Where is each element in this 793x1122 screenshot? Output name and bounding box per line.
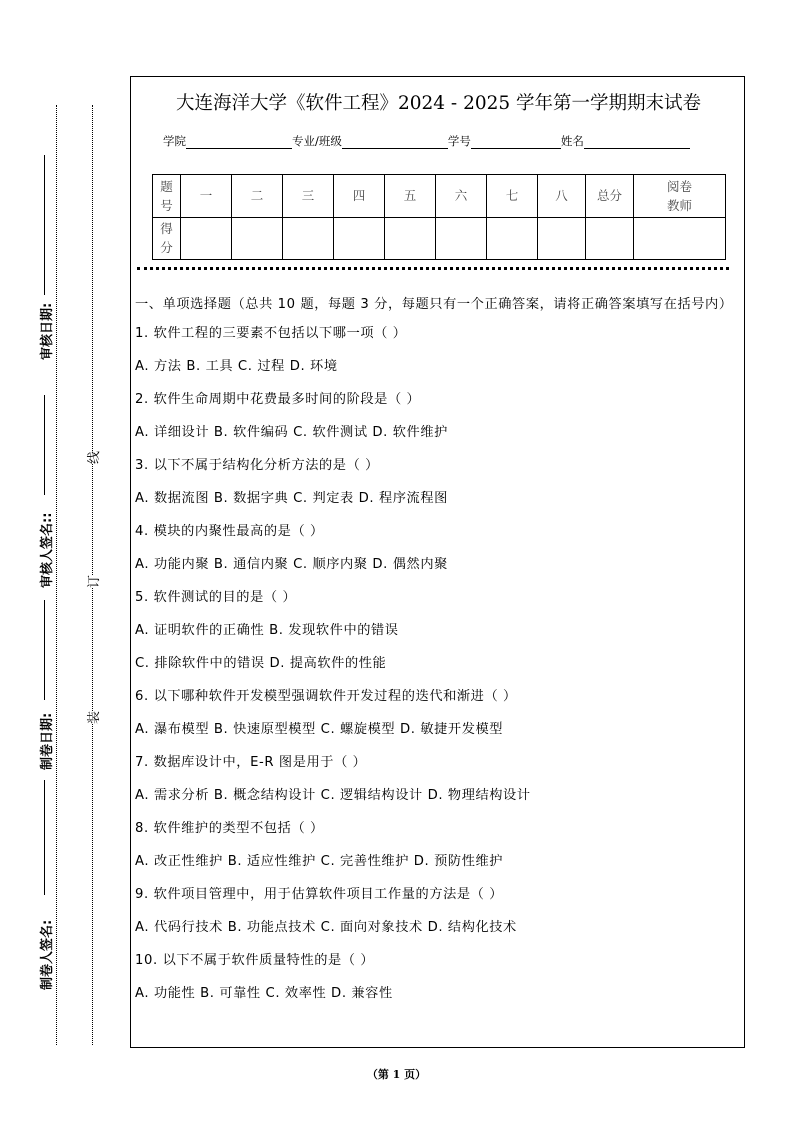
section-title: 一、单项选择题（总共 10 题，每题 3 分，每题只有一个正确答案，请将正确答案填写在括号内） [135, 297, 733, 312]
score-input-q1[interactable] [181, 217, 232, 260]
score-input-q7[interactable] [487, 217, 538, 260]
score-input-q2[interactable] [232, 217, 283, 260]
student-id-label: 学号 [447, 134, 471, 148]
question-4: 4. 模块的内聚性最高的是（ ） [135, 524, 324, 539]
question-3-options: A. 数据流图 B. 数据字典 C. 判定表 D. 程序流程图 [135, 491, 448, 506]
question-section [135, 294, 735, 1018]
score-input-q4[interactable] [334, 217, 385, 260]
name-field[interactable] [584, 135, 690, 149]
question-4-options: A. 功能内聚 B. 通信内聚 C. 顺序内聚 D. 偶然内聚 [135, 557, 448, 572]
paper-date-label: 制卷日期: [40, 712, 55, 770]
score-row-label: 得 分 [153, 217, 181, 260]
score-cell-q3: 三 [283, 175, 334, 218]
score-cell-label: 题 号 [153, 175, 181, 218]
binding-char-xian: 线 [83, 451, 102, 464]
name-label: 姓名 [560, 134, 584, 148]
question-8-options: A. 改正性维护 B. 适应性维护 C. 完善性维护 D. 预防性维护 [135, 854, 504, 869]
score-input-q8[interactable] [538, 217, 586, 260]
score-input-grader[interactable] [634, 217, 726, 260]
major-class-label: 专业/班级 [292, 134, 342, 148]
question-5: 5. 软件测试的目的是（ ） [135, 590, 297, 605]
binding-char-ding: 订 [83, 575, 102, 588]
score-input-total[interactable] [586, 217, 634, 260]
question-2: 2. 软件生命周期中花费最多时间的阶段是（ ） [135, 392, 421, 407]
student-info-row [163, 133, 690, 149]
question-10: 10. 以下不属于软件质量特性的是（ ） [135, 953, 375, 968]
question-3: 3. 以下不属于结构化分析方法的是（ ） [135, 458, 379, 473]
score-cell-q2: 二 [232, 175, 283, 218]
question-9-options: A. 代码行技术 B. 功能点技术 C. 面向对象技术 D. 结构化技术 [135, 920, 517, 935]
question-5-options: A. 证明软件的正确性 B. 发现软件中的错误 [135, 623, 399, 638]
student-id-field[interactable] [471, 135, 561, 149]
score-input-q6[interactable] [436, 217, 487, 260]
score-input-q3[interactable] [283, 217, 334, 260]
paper-maker-signature-line [44, 780, 45, 895]
question-1-options: A. 方法 B. 工具 C. 过程 D. 环境 [135, 359, 338, 374]
score-table-header-row [153, 175, 726, 218]
review-date-label: 审核日期: [40, 302, 55, 360]
binding-char-zhuang: 装 [83, 711, 102, 724]
score-cell-total: 总分 [586, 175, 634, 218]
question-6-options: A. 瀑布模型 B. 快速原型模型 C. 螺旋模型 D. 敏捷开发模型 [135, 722, 504, 737]
binding-margin [0, 0, 128, 1122]
question-10-options: A. 功能性 B. 可靠性 C. 效率性 D. 兼容性 [135, 986, 393, 1001]
score-cell-q1: 一 [181, 175, 232, 218]
major-class-field[interactable] [342, 135, 448, 149]
margin-dotted-line [56, 105, 57, 1045]
question-7-options: A. 需求分析 B. 概念结构设计 C. 逻辑结构设计 D. 物理结构设计 [135, 788, 531, 803]
score-cell-grader: 阅卷 教师 [634, 175, 726, 218]
paper-date-line [44, 600, 45, 700]
dotted-separator [137, 267, 729, 270]
question-9: 9. 软件项目管理中，用于估算软件项目工作量的方法是（ ） [135, 887, 504, 902]
question-2-options: A. 详细设计 B. 软件编码 C. 软件测试 D. 软件维护 [135, 425, 448, 440]
reviewer-signature-label: 审核人签名:: [40, 512, 55, 588]
score-cell-q8: 八 [538, 175, 586, 218]
college-label: 学院 [163, 134, 186, 148]
score-cell-q5: 五 [385, 175, 436, 218]
score-cell-q4: 四 [334, 175, 385, 218]
exam-paper [130, 76, 745, 1048]
reviewer-signature-line [44, 395, 45, 495]
score-cell-q6: 六 [436, 175, 487, 218]
college-field[interactable] [186, 135, 292, 149]
score-table-score-row [153, 217, 726, 260]
question-7: 7. 数据库设计中，E-R 图是用于（ ） [135, 755, 367, 770]
question-5-options: C. 排除软件中的错误 D. 提高软件的性能 [135, 656, 387, 671]
question-8: 8. 软件维护的类型不包括（ ） [135, 821, 324, 836]
exam-title: 大连海洋大学《软件工程》2024 - 2025 学年第一学期期末试卷 [175, 93, 702, 114]
score-table [152, 174, 726, 260]
page-number: （第 1 页） [366, 1068, 427, 1081]
question-6: 6. 以下哪种软件开发模型强调软件开发过程的迭代和渐进（ ） [135, 689, 517, 704]
score-input-q5[interactable] [385, 217, 436, 260]
score-cell-q7: 七 [487, 175, 538, 218]
review-date-line [44, 155, 45, 295]
paper-maker-signature-label: 制卷人签名: [40, 919, 55, 990]
question-1: 1. 软件工程的三要素不包括以下哪一项（ ） [135, 326, 407, 341]
